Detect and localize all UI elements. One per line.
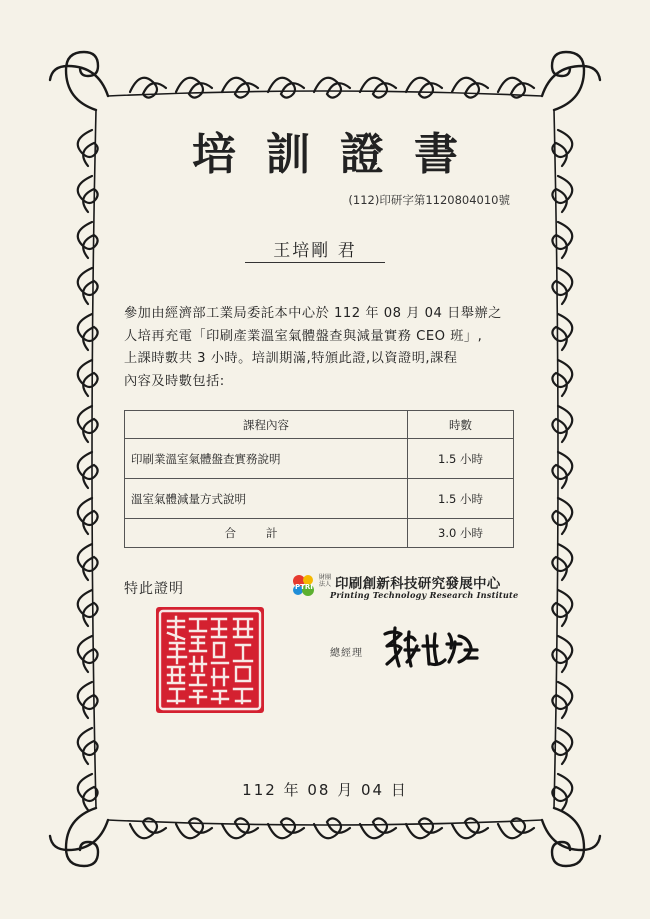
certificate-number: (112)印研字第1120804010號 (348, 193, 510, 207)
total-hours: 3.0 小時 (408, 519, 514, 548)
body-line: 內容及時數包括: (124, 373, 225, 389)
recipient-block (245, 236, 385, 261)
table-row (125, 439, 514, 479)
org-legal-tag: 財團法人 (319, 574, 332, 588)
header-hours: 時數 (408, 411, 514, 439)
body-line: 上課時數共 3 小時。培訓期滿,特頒此證,以資證明,課程 (124, 351, 458, 366)
svg-text:PTRI: PTRI (295, 583, 313, 591)
body-line: 參加由經濟部工業局委託本中心於 112 年 08 月 04 日舉辦之 (124, 306, 502, 321)
issue-date: 112 年 08 月 04 日 (242, 781, 408, 799)
general-manager-label: 總經理 (330, 648, 363, 659)
handwritten-signature-icon (375, 622, 485, 676)
institute-logo-icon (290, 572, 318, 600)
org-name-en: Printing Technology Research Institute (330, 590, 519, 600)
total-label: 合計 (125, 519, 408, 548)
recipient-underline (245, 262, 385, 263)
recipient-name: 王培剛 君 (273, 241, 357, 261)
seal-glyphs (156, 607, 264, 713)
certify-label: 特此證明 (124, 581, 184, 597)
certificate-body (124, 303, 524, 393)
header-course: 課程內容 (125, 411, 408, 439)
course-table (124, 410, 514, 548)
course-hours: 1.5 小時 (408, 439, 514, 479)
org-name-zh: 印刷創新科技研究發展中心 (335, 576, 501, 592)
organization-logo-block (290, 572, 540, 602)
course-name: 印刷業溫室氣體盤查實務說明 (125, 439, 408, 479)
course-hours: 1.5 小時 (408, 479, 514, 519)
official-seal-icon (156, 607, 264, 713)
course-name: 溫室氣體減量方式說明 (125, 479, 408, 519)
certificate-title: 培訓證書 (192, 129, 488, 180)
table-header-row (125, 411, 514, 439)
table-total-row (125, 519, 514, 548)
table-row (125, 479, 514, 519)
body-line: 人培再充電「印刷產業溫室氣體盤查與減量實務 CEO 班」, (124, 328, 483, 344)
